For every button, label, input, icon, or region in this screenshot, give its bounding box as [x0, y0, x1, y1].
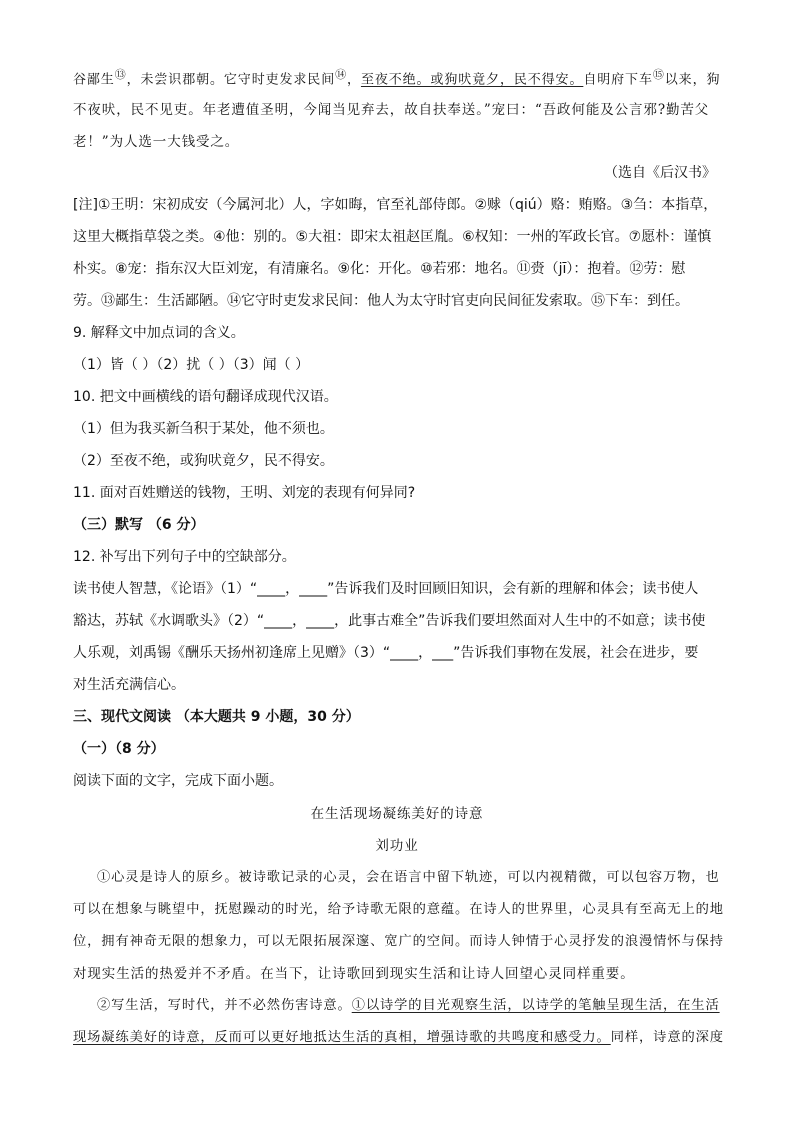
question-10-2: （2）至夜不绝，或狗吠竟夕，民不得安。: [73, 453, 334, 469]
note-line-2: 这里大概指草袋之类。④他：别的。⑤大祖：即宋太祖赵匡胤。⑥权知：一州的军政长官。⑦愿朴：谨慎: [73, 229, 712, 245]
question-9: 9. 解释文中加点词的含义。: [73, 325, 245, 341]
note-line-1: [注]①王明：宋初成安（今属河北）人，字如晦，官至礼部侍郎。②赇（qiú）赂：贿赂。③刍：本指草，: [73, 197, 718, 213]
question-11: 11. 面对百姓赠送的钱物，王明、刘宠的表现有何异同?: [73, 485, 416, 501]
para1-line-1: ①心灵是诗人的原乡。被诗歌记录的心灵，会在语言中留下轨迹，可以内视精微，可以包容万物，也: [97, 870, 720, 885]
question-10-1: （1）但为我买新刍积于某处，他不须也。: [73, 421, 334, 437]
dictation-line-4: 对生活充满信心。: [73, 677, 185, 693]
question-12: 12. 补写出下列句子中的空缺部分。: [73, 549, 296, 565]
text-span: ②写生活，写时代，并不必然伤害诗意。: [97, 998, 352, 1013]
text-span: 以来，狗: [664, 72, 721, 88]
classical-line-1: [73, 66, 720, 87]
question-10: 10. 把文中画横线的语句翻译成现代汉语。: [73, 389, 338, 405]
source-citation: （选自《后汉书》: [604, 165, 716, 181]
dictation-line-1: 读书使人智慧，《论语》（1）“____，____”告诉我们及时回顾旧知识，会有新的理解和体会；读书使人: [73, 581, 699, 597]
text-span: 谷鄙生: [73, 72, 115, 88]
para2-line-1: [97, 994, 720, 1013]
dictation-line-2: 豁达，苏轼《水调歌头》（2）“____，____，此事古难全”告诉我们要坦然面对人生中的不如意；读书使: [73, 613, 706, 629]
classical-line-3: 老！”为人选一大钱受之。: [73, 134, 240, 150]
instruction: 阅读下面的文字，完成下面小题。: [73, 773, 283, 789]
underlined-sentence: ①以诗学的目光观察生活，以诗学的笔触呈现生活，在生活: [351, 998, 720, 1013]
dictation-line-3: 人乐观，刘禹锡《酬乐天扬州初逢席上见赠》（3）“____，___”告诉我们事物在发展，社会在进步，要: [73, 645, 699, 661]
footnote-marker: ⑬: [114, 68, 127, 81]
text-span: ，未尝识郡朝。它守时吏发求民间: [126, 72, 336, 88]
classical-line-2: 不夜吠，民不见吏。年老遭值圣明，今闻当见弃去，故自扶奉送。”宠曰：“吾政何能及公言邪?勤苦父: [73, 102, 710, 118]
underlined-sentence: 至夜不绝。或狗吠竟夕，民不得安。: [360, 72, 584, 88]
subsection-heading: （一）（8 分）: [73, 741, 165, 757]
text-span: ，: [347, 72, 361, 88]
article-author: 刘功业: [375, 838, 419, 854]
article-title: 在生活现场凝练美好的诗意: [310, 806, 484, 822]
text-span: 同样，诗意的深度: [610, 1030, 724, 1045]
para2-line-2: [73, 1026, 724, 1045]
para1-line-3: 位，拥有神奇无限的想象力，可以无限拓展深邃、宽广的空间。而诗人钟情于心灵抒发的浪漫情怀与保持: [73, 934, 724, 949]
text-span: 自明府下车: [583, 72, 653, 88]
question-9-items: （1）皆（ ）（2）扰（ ）（3）闻（ ）: [73, 357, 310, 373]
para1-line-2: 可以在想象与眺望中，抚慰躁动的时光，给予诗歌无限的意蕴。在诗人的世界里，心灵具有至高无上的地: [73, 902, 724, 917]
note-line-4: 劳。⑬鄙生：生活鄙陋。⑭它守时吏发求民间：他人为太守时官吏向民间征发索取。⑮下车：到任。: [73, 293, 689, 309]
footnote-marker: ⑮: [652, 68, 665, 81]
underlined-sentence: 现场凝练美好的诗意，反而可以更好地抵达生活的真相，增强诗歌的共鸣度和感受力。: [73, 1030, 611, 1045]
footnote-marker: ⑭: [335, 68, 348, 81]
para1-line-4: 对现实生活的热爱并不矛盾。在当下，让诗歌回到现实生活和让诗人回望心灵同样重要。: [73, 966, 635, 982]
section-heading-dictation: （三）默写 （6 分）: [73, 517, 205, 533]
section-heading-modern: 三、现代文阅读 （本大题共 9 小题，30 分）: [73, 709, 360, 725]
note-line-3: 朴实。⑧宠：指东汉大臣刘宠，有清廉名。⑨化：开化。⑩若邪：地名。⑪赍（jī）：抱着。⑫劳：慰: [73, 261, 686, 277]
